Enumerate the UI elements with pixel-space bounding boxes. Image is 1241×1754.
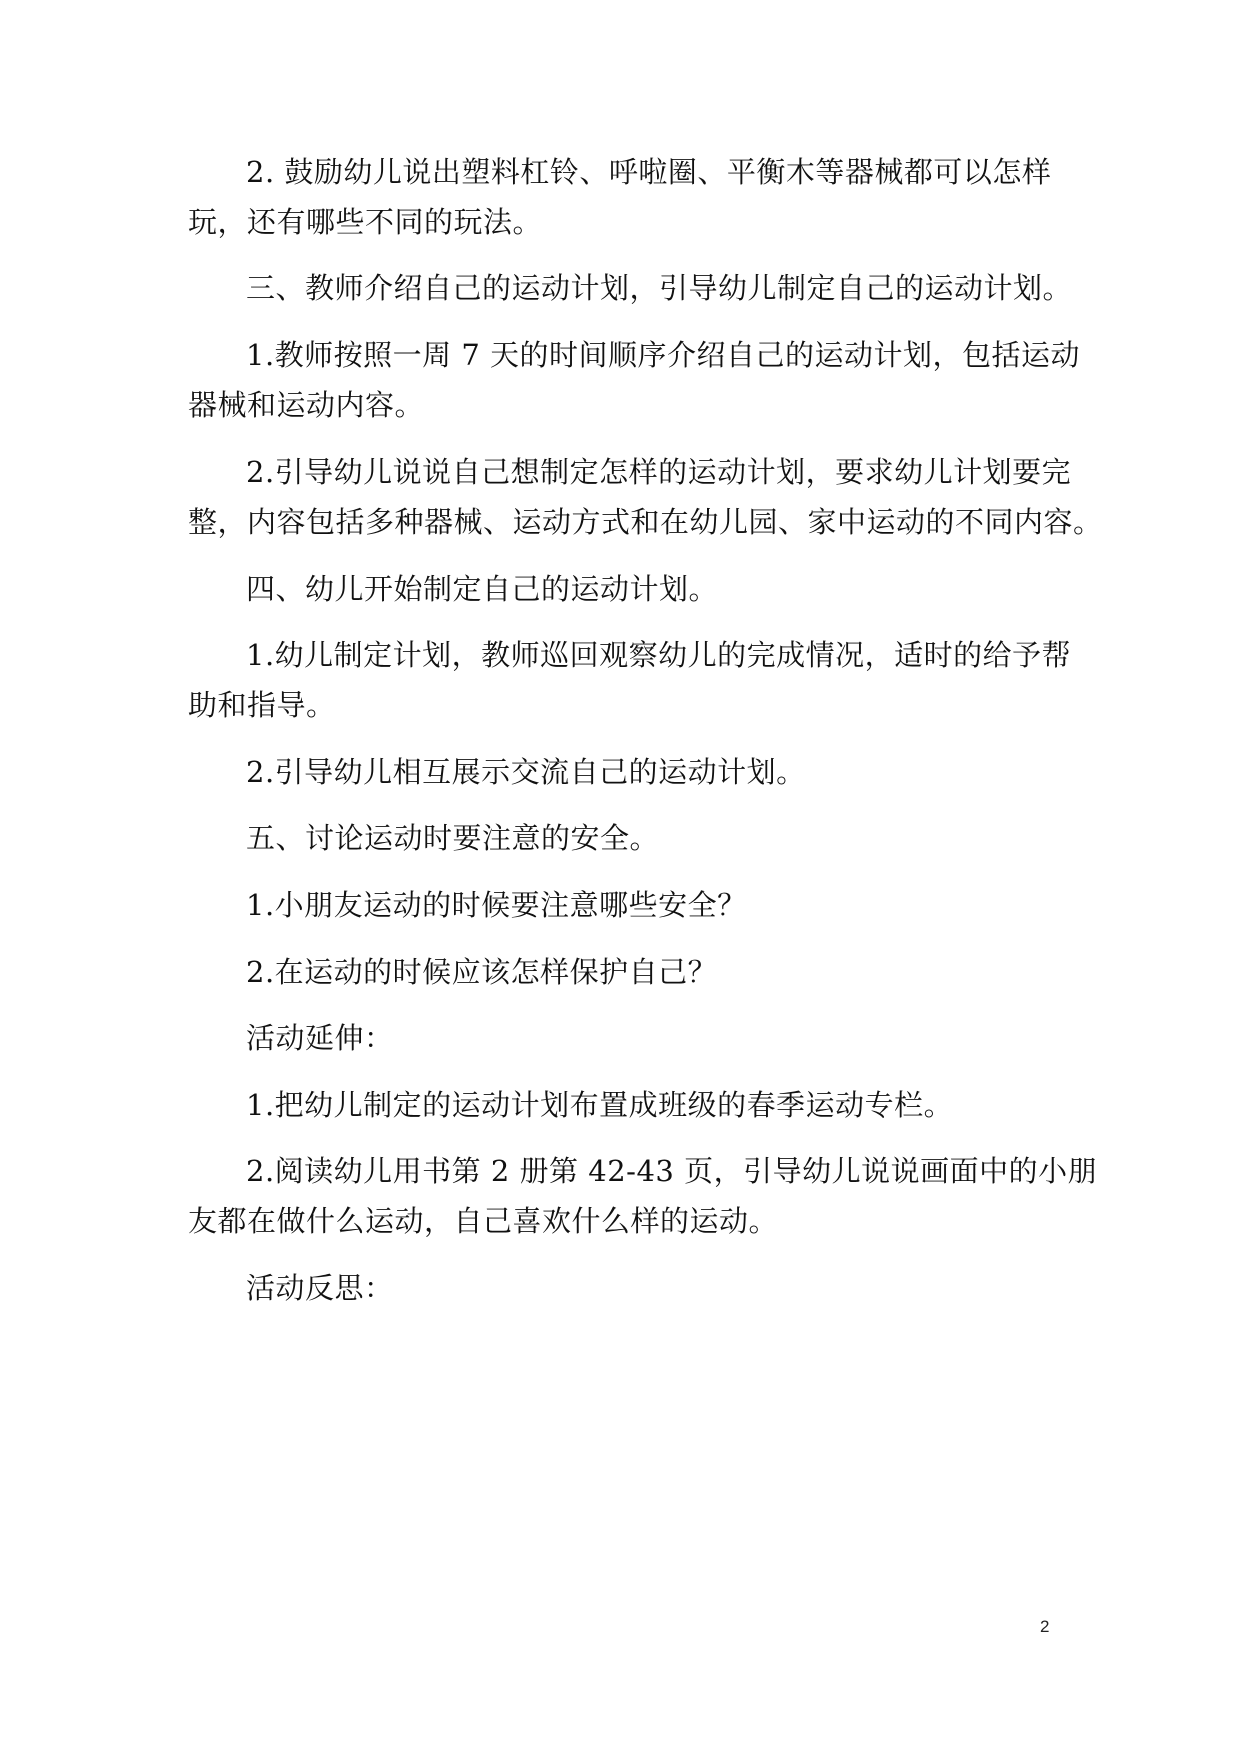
paragraph-line: 2. 鼓励幼儿说出塑料杠铃、呼啦圈、平衡木等器械都可以怎样 — [246, 155, 1052, 189]
paragraph-line: 2.在运动的时候应该怎样保护自己？ — [246, 955, 718, 989]
paragraph-line: 2.引导幼儿相互展示交流自己的运动计划。 — [246, 755, 806, 789]
page-number: 2 — [1040, 1617, 1050, 1636]
paragraph-line: 1.小朋友运动的时候要注意哪些安全？ — [246, 888, 747, 922]
section-heading: 四、幼儿开始制定自己的运动计划。 — [246, 572, 719, 606]
section-heading: 活动延伸： — [246, 1021, 394, 1055]
section-heading: 活动反思： — [246, 1271, 394, 1305]
paragraph-line: 1.教师按照一周 7 天的时间顺序介绍自己的运动计划，包括运动 — [246, 338, 1081, 372]
paragraph-line: 友都在做什么运动，自己喜欢什么样的运动。 — [188, 1204, 779, 1238]
paragraph-line: 助和指导。 — [188, 688, 336, 722]
paragraph-line: 2.阅读幼儿用书第 2 册第 42-43 页，引导幼儿说说画面中的小朋 — [246, 1154, 1098, 1188]
paragraph-line: 1.幼儿制定计划，教师巡回观察幼儿的完成情况，适时的给予帮 — [246, 638, 1072, 672]
section-heading: 三、教师介绍自己的运动计划，引导幼儿制定自己的运动计划。 — [246, 271, 1073, 305]
paragraph-line: 2.引导幼儿说说自己想制定怎样的运动计划，要求幼儿计划要完 — [246, 455, 1072, 489]
paragraph-line: 玩，还有哪些不同的玩法。 — [188, 205, 543, 239]
paragraph-line: 1.把幼儿制定的运动计划布置成班级的春季运动专栏。 — [246, 1088, 954, 1122]
section-heading: 五、讨论运动时要注意的安全。 — [246, 821, 660, 855]
paragraph-line: 器械和运动内容。 — [188, 388, 425, 422]
paragraph-line: 整，内容包括多种器械、运动方式和在幼儿园、家中运动的不同内容。 — [188, 505, 1103, 539]
